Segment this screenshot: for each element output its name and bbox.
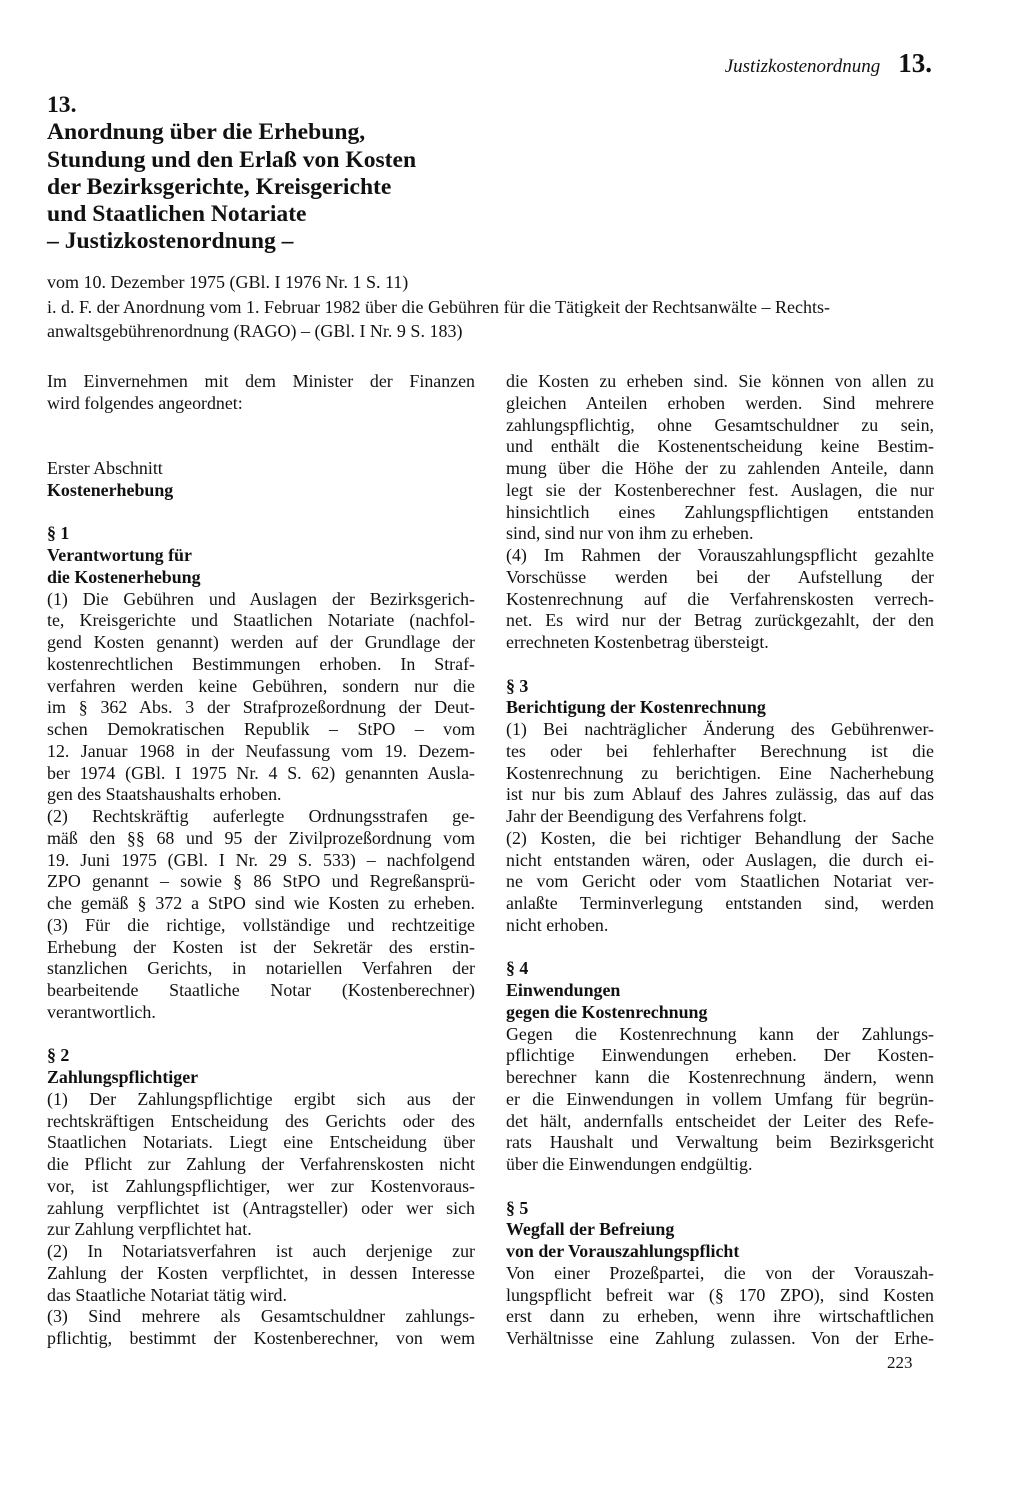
line-spacer [506,1176,934,1198]
text-line: det hält, andernfalls entscheidet der Leiter des Refe- [506,1110,934,1131]
text-line: Verhältnisse eine Zahlung zulassen. Von der Erhe- [506,1328,934,1348]
section-heading-line: § 2 [47,1045,70,1066]
line-spacer [47,415,475,437]
text-line: er die Einwendungen in vollem Umfang für begrün- [506,1088,934,1109]
text-line: tes oder bei fehlerhafter Berechnung ist die [506,740,934,761]
title-number: 13. [47,92,77,118]
text-line: im § 362 Abs. 3 der Strafprozeßordnung der Deut- [47,697,475,718]
text-line: berechner kann die Kostenrechnung ändern, wenn [506,1067,934,1087]
running-head-title: Justizkostenordnung [724,56,881,77]
text-line: (3) Sind mehrere als Gesamtschuldner zahlungs- [47,1306,475,1327]
text-line: Staatlichen Notariats. Liegt eine Entscheidung über [47,1132,475,1153]
left-text-column [47,371,475,1350]
text-line: Erster Abschnitt [47,458,163,478]
text-line: (2) Rechtskräftig auferlegte Ordnungsstrafen ge- [47,806,475,826]
text-line: lungspflicht befreit war (§ 170 ZPO), sind Kosten [506,1284,934,1305]
text-line: 19. Juni 1975 (GBl. I Nr. 29 S. 533) – nachfolgend [47,849,475,870]
text-line: (3) Für die richtige, vollständige und rechtzeitige [47,914,475,935]
text-line: Kostenrechnung auf die Verfahrenskosten verrech- [506,588,934,609]
text-line: (1) Der Zahlungspflichtige ergibt sich aus der [47,1088,475,1109]
line-spacer [47,436,475,458]
text-line: Vorschüsse werden bei der Aufstellung der [506,566,934,587]
text-line: nicht entstanden wären, oder Auslagen, die durch ei- [506,849,934,870]
text-line: bearbeitende Staatliche Notar (Kostenberechner) [47,980,475,1000]
text-line: verantwortlich. [47,1001,156,1022]
text-line: über die Einwendungen endgültig. [506,1154,753,1174]
text-line: pflichtig, bestimmt der Kostenberechner, von wem [47,1328,475,1348]
text-line: Erhebung der Kosten ist der Sekretär des erstin- [47,936,475,957]
text-line: schen Demokratischen Republik – StPO – vom [47,719,475,739]
text-line: net. Es wird nur der Betrag zurückgezahlt, der den [506,610,934,631]
line-spacer [506,937,934,959]
section-heading-line: Einwendungen [506,980,621,1000]
text-line: (1) Die Gebühren und Auslagen der Bezirksgerich- [47,588,475,609]
text-line: die Kosten zu erheben sind. Sie können von allen zu [506,371,934,391]
text-line: mäß den §§ 68 und 95 der Zivilprozeßordnung vom [47,827,475,848]
text-line: erst dann zu erheben, wenn ihre wirtschaftlichen [506,1306,934,1327]
text-line: sind, sind nur von ihm zu erheben. [506,523,754,544]
right-text-column [506,371,934,1350]
text-line: Jahr der Beendigung des Verfahrens folgt. [506,806,807,826]
text-line: Im Einvernehmen mit dem Minister der Finanzen [47,371,475,391]
section-heading-line: Kostenerhebung [47,479,174,500]
document-title [47,92,647,256]
section-heading-line: Wegfall der Befreiung [506,1219,675,1240]
text-line: ist nur bis zum Ablauf des Jahres zulässig, das auf das [506,784,934,805]
running-head-number: 13. [898,48,932,78]
text-line: wird folgendes angeordnet: [47,392,243,413]
text-line: errechneten Kostenbetrag übersteigt. [506,632,769,652]
section-heading-line: Berichtigung der Kostenrechnung [506,697,766,718]
section-heading-line: § 4 [506,958,529,979]
text-line: mung über die Höhe der zu zahlenden Anteile, dann [506,458,934,478]
running-head [725,48,932,79]
text-line: die Pflicht zur Zahlung der Verfahrenskosten nicht [47,1154,475,1174]
text-line: ZPO genannt – sowie § 86 StPO und Regreßansprü- [47,871,475,892]
text-line: ne vom Gericht oder vom Staatlichen Notariat ver- [506,871,934,892]
text-line: Zahlung der Kosten verpflichtet, in dessen Interesse [47,1262,475,1283]
publication-info [47,270,937,344]
text-line: nicht erhoben. [506,914,609,935]
text-line: (2) Kosten, die bei richtiger Behandlung der Sache [506,827,934,848]
section-heading-line: § 5 [506,1197,529,1218]
title-line: Anordnung über die Erhebung, [47,119,366,146]
title-line: – Justizkostenordnung – [47,228,294,255]
text-line: zahlungspflichtig, ohne Gesamtschuldner zu sein, [506,414,934,435]
text-line: hinsichtlich eines Zahlungspflichtigen entstanden [506,501,934,522]
text-line: das Staatliche Notariat tätig wird. [47,1284,287,1305]
text-line: (2) In Notariatsverfahren ist auch derjenige zur [47,1241,475,1261]
title-line: und Staatlichen Notariate [47,201,307,228]
text-line: gend Kosten genannt) werden auf der Grundlage der [47,632,475,652]
text-line: stanzlichen Gerichts, in notariellen Verfahren der [47,958,475,979]
text-line: legt sie der Kostenberechner fest. Auslagen, die nur [506,479,934,500]
line-spacer [47,1024,475,1046]
text-line: rats Haushalt und Verwaltung beim Bezirksgericht [506,1132,934,1153]
section-heading-line: gegen die Kostenrechnung [506,1001,708,1022]
title-line: der Bezirksgerichte, Kreisgerichte [47,173,392,200]
text-line: zur Zahlung verpflichtet hat. [47,1219,252,1240]
text-line: che gemäß § 372 a StPO sind wie Kosten zu erheben. [47,893,475,913]
text-line: Kostenrechnung zu berichtigen. Eine Nacherhebung [506,762,934,783]
section-heading-line: § 1 [47,523,70,544]
text-line: gen des Staatshaushalts erhoben. [47,784,282,805]
publication-line: i. d. F. der Anordnung vom 1. Februar 1982 über die Gebühren für die Tätigkeit der Rechtsanwälte – Rechts- [47,296,831,317]
section-heading-line: § 3 [506,675,529,696]
text-line: ber 1974 (GBl. I 1975 Nr. 4 S. 62) genannten Ausla- [47,762,475,783]
text-line: gleichen Anteilen erhoben werden. Sind mehrere [506,392,934,413]
text-line: 12. Januar 1968 in der Neufassung vom 19. Dezem- [47,740,475,761]
text-line: pflichtige Einwendungen erheben. Der Kosten- [506,1045,934,1066]
publication-line: anwaltsgebührenordnung (RAGO) – (GBl. I Nr. 9 S. 183) [47,321,463,342]
section-heading-line: Verantwortung für [47,545,192,565]
section-heading-line: die Kostenerhebung [47,566,201,587]
section-heading-line: von der Vorauszahlungspflicht [506,1241,740,1261]
line-spacer [47,502,475,524]
text-line: und enthält die Kostenentscheidung keine Bestim- [506,436,934,457]
section-heading-line: Zahlungspflichtiger [47,1067,199,1087]
text-line: Gegen die Kostenrechnung kann der Zahlungs- [506,1023,934,1044]
text-line: zahlung verpflichtet ist (Antragsteller) oder wer sich [47,1197,475,1218]
text-line: anlaßte Terminverlegung entstanden sind, werden [506,893,934,913]
text-line: (1) Bei nachträglicher Änderung des Gebührenwer- [506,719,934,739]
publication-line: vom 10. Dezember 1975 (GBl. I 1976 Nr. 1 S. 11) [47,272,409,292]
line-spacer [506,654,934,676]
title-line: Stundung und den Erlaß von Kosten [47,146,417,173]
text-line: Von einer Prozeßpartei, die von der Vorauszah- [506,1262,934,1283]
text-line: kostenrechtlichen Bestimmungen erhoben. In Straf- [47,653,475,674]
page-number: 223 [887,1353,913,1372]
text-line: vor, ist Zahlungspflichtiger, wer zur Kostenvoraus- [47,1175,475,1196]
text-line: te, Kreisgerichte und Staatlichen Notariate (nachfol- [47,610,475,631]
text-line: (4) Im Rahmen der Vorauszahlungspflicht gezahlte [506,545,934,565]
text-line: verfahren werden keine Gebühren, sondern nur die [47,675,475,696]
text-line: rechtskräftigen Entscheidung des Gerichts oder des [47,1110,475,1131]
